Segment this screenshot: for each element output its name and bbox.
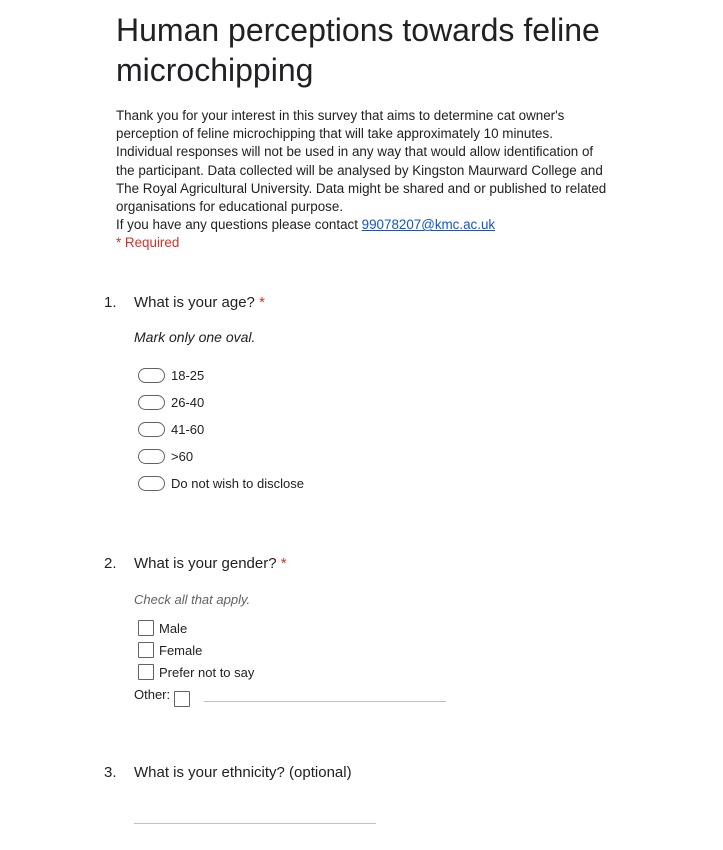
option-label: Male [159, 620, 188, 636]
description-line: Individual responses will not be used in any way that would allow identification of [116, 144, 594, 160]
radio-oval[interactable] [138, 368, 165, 383]
question-2-hint: Check all that apply. [134, 592, 251, 607]
required-note: * Required [116, 235, 180, 250]
description-line: The Royal Agricultural University. Data might be shared and or published to related [116, 180, 607, 196]
ethnicity-text-input[interactable] [134, 823, 376, 824]
option-label: >60 [171, 448, 194, 464]
radio-oval[interactable] [138, 449, 165, 464]
required-asterisk: * [259, 294, 265, 311]
option-label: Do not wish to disclose [171, 475, 304, 491]
other-label: Other: [134, 687, 171, 702]
form-title [116, 10, 656, 90]
gender-option-prefer-not-to-say[interactable] [138, 663, 254, 681]
age-option-do-not-disclose[interactable] [138, 474, 304, 492]
age-option-over-60[interactable] [138, 447, 193, 465]
question-2-title [134, 555, 287, 572]
contact-line [116, 216, 616, 234]
age-option-41-60[interactable] [138, 420, 204, 438]
contact-prefix: If you have any questions please contact [116, 217, 362, 233]
option-label: 18-25 [171, 367, 205, 383]
age-option-26-40[interactable] [138, 393, 204, 411]
option-label: 41-60 [171, 421, 205, 437]
checkbox[interactable] [138, 620, 154, 636]
question-1-title-text: What is your age? [134, 294, 255, 311]
gender-option-male[interactable] [138, 619, 187, 637]
question-3-title: What is your ethnicity? (optional) [134, 764, 352, 781]
option-label: Female [159, 642, 203, 658]
other-text-input[interactable] [204, 701, 446, 702]
question-1-number: 1. [104, 294, 117, 311]
radio-oval[interactable] [138, 422, 165, 437]
question-3-number: 3. [104, 764, 117, 781]
radio-oval[interactable] [138, 395, 165, 410]
question-2-title-text: What is your gender? [134, 555, 277, 572]
form-title-line-2: microchipping [116, 52, 314, 88]
radio-oval[interactable] [138, 476, 165, 491]
option-label: Prefer not to say [159, 664, 255, 680]
checkbox[interactable] [138, 642, 154, 658]
description-line: the participant. Data collected will be analysed by Kingston Maurward College and [116, 162, 603, 178]
other-checkbox[interactable] [174, 691, 190, 707]
form-description [116, 107, 616, 234]
question-1-title [134, 294, 265, 311]
contact-email-link[interactable]: 99078207@kmc.ac.uk [361, 217, 496, 233]
question-2-number: 2. [104, 555, 117, 572]
age-option-18-25[interactable] [138, 366, 204, 384]
description-line: organisations for educational purpose. [116, 199, 344, 215]
form-title-line-1: Human perceptions towards feline [116, 12, 600, 48]
option-label: 26-40 [171, 394, 205, 410]
description-line: Thank you for your interest in this survey that aims to determine cat owner's [116, 108, 565, 123]
question-1-hint: Mark only one oval. [134, 329, 256, 345]
checkbox[interactable] [138, 664, 154, 680]
gender-option-female[interactable] [138, 641, 202, 659]
description-line: perception of feline microchipping that will take approximately 10 minutes. [116, 126, 553, 142]
required-asterisk: * [280, 555, 287, 572]
